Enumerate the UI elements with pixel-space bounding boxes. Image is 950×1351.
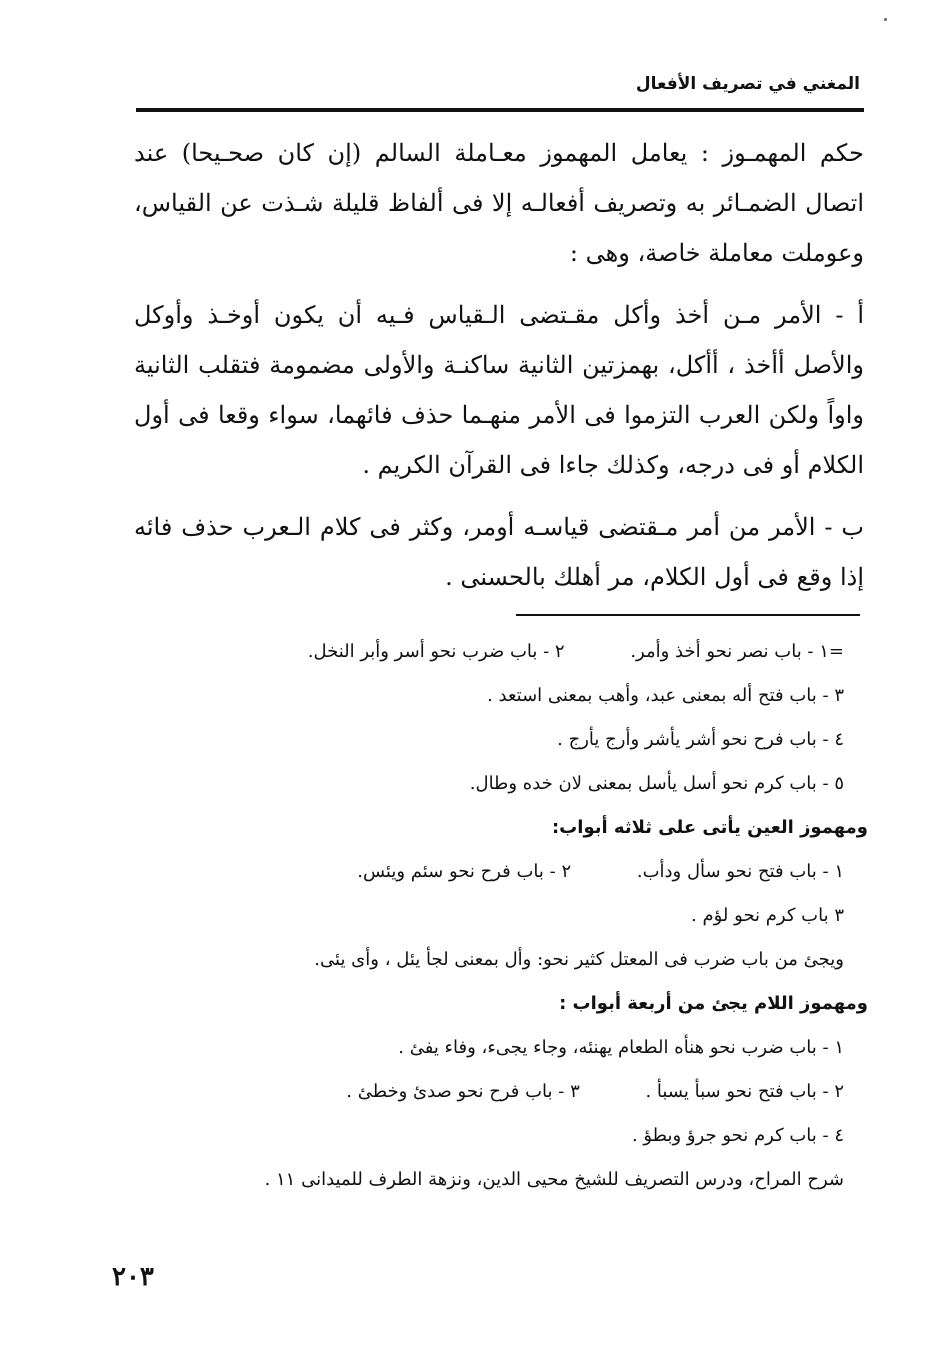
footnote-separator [516,614,860,616]
footnote-line: ٣ - باب فتح أله بمعنى عبد، وأهب بمعنى استعد . [487,685,844,706]
footnote-item: ٣ - باب فرح نحو صدئ وخطئ . [346,1081,580,1102]
footnote-line: ١ - باب ضرب نحو هنأه الطعام يهنئه، وجاء يجىء، وفاء يفئ . [398,1037,844,1058]
footnote-line: ٥ - باب كرم نحو أسل يأسل بمعنى لان خده وطال. [469,773,844,794]
paragraph-hamza-rule: حكم المهمـوز : يعامل المهموز معـاملة السالم (إن كان صحـيحا) عند اتصال الضمـائر به وتصريف أفعالـه إلا فى ألفاظ قليلة شـذت عن القياس، وعوملت معاملة خاصة، وهى : [134,139,864,267]
footnote-line: ٤ - باب فرح نحو أشر يأشر وأرج يأرج . [557,729,844,750]
page-number: ٢٠٣ [112,1262,154,1292]
footnote-item: ٢ - باب فتح نحو سبأ يسبأ . [645,1081,844,1102]
footnote-line [134,1070,844,1114]
main-text [134,128,864,614]
paragraph-amr-akhadha: أ - الأمر مـن أخذ وأكل مقـتضى الـقياس فـيه أن يكون أوخـذ وأوكل والأصل أأخذ ، أأكل، بهمزتين الثانية ساكنـة والأولى مضمومة فتقلب الثانية واواً ولكن العرب التزموا فى الأمر منهـما حذف فائهما، سواء وقعا فى أول الكلام أو فى درجه، وكذلك جاءا فى القرآن الكريم . [134,301,864,479]
footnote-item: ٢ - باب فرح نحو سئم ويئس. [357,861,572,882]
footnote-item: =١ - باب نصر نحو أخذ وأمر. [630,641,844,662]
footnote-heading: ومهموز العين يأتى على ثلاثه أبواب: [551,817,868,838]
footnote-source: شرح المراح، ودرس التصريف للشيخ محيى الدين، ونزهة الطرف للميدانى ١١ . [264,1169,844,1190]
footnote-line [134,850,844,894]
footnote-item: ٢ - باب ضرب نحو أسر وأبر النخل. [307,641,565,662]
paragraph-amr-amara: ب - الأمر من أمر مـقتضى قياسـه أومر، وكثر فى كلام الـعرب حذف فائه إذا وقع فى أول الكلام، مر أهلك بالحسنى . [134,513,864,591]
footnote-line: ٣ باب كرم نحو لؤم . [691,905,844,926]
footnote-line [134,630,844,674]
footnote-line: ٤ - باب كرم نحو جرؤ وبطؤ . [631,1125,844,1146]
running-title: المغني في تصريف الأفعال [635,74,860,94]
footnote-item: ١ - باب فتح نحو سأل ودأب. [636,861,844,882]
header-rule [136,108,864,112]
footnote-heading: ومهموز اللام يجئ من أربعة أبواب : [559,993,868,1014]
footnotes [134,630,868,1202]
footnote-line: ويجئ من باب ضرب فى المعتل كثير نحو: وأل بمعنى لجأ يئل ، وأى يئى. [314,949,844,970]
scan-speck [884,18,887,21]
